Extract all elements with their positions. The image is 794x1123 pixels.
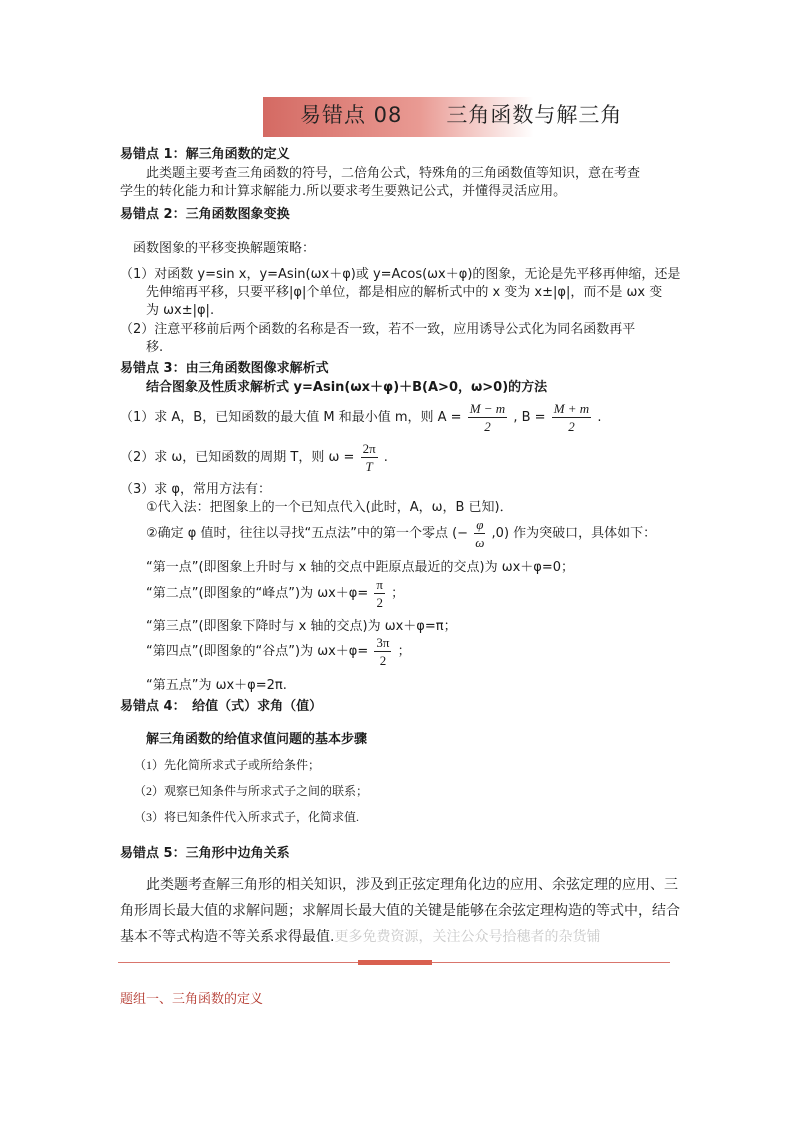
fraction-b-denominator: 2 (568, 419, 575, 434)
page-title: 易错点 08 三角函数与解三角 (300, 103, 623, 127)
section-3-subheading: 结合图象及性质求解析式 y=Asin(ωx＋φ)＋B(A>0，ω>0)的方法 (146, 380, 548, 395)
fraction-a-numerator: M − m (469, 401, 506, 416)
step-2: （2）观察已知条件与所求式子之间的联系； (134, 784, 369, 798)
method-2-text-b: ,0) 作为突破口，具体如下： (491, 526, 657, 541)
method-1: ①代入法：把图象上的一个已知点代入(此时，A，ω，B 已知)． (146, 500, 513, 515)
section-4-heading: 易错点 4： 给值（式）求角（值） (120, 699, 323, 714)
fraction-omega-denominator: T (365, 459, 373, 474)
fraction-phi-omega (474, 516, 485, 551)
fraction-pi-numerator: π (376, 577, 383, 592)
divider-accent (358, 960, 432, 965)
step-1: （1）先化简所求式子或所给条件； (134, 758, 321, 772)
section-5-line-3 (120, 926, 600, 946)
section-1-heading: 易错点 1：解三角函数的定义 (120, 147, 290, 162)
point-2-text: “第二点”(即图象的“峰点”)为 ωx＋φ= (146, 586, 369, 601)
fraction-a-denominator: 2 (484, 419, 491, 434)
section-5-line-2: 角形周长最大值的求解问题；求解周长最大值的关键是能够在余弦定理构造的等式中，结合 (120, 903, 680, 919)
section-3-item-2 (120, 440, 388, 475)
item-2-end: . (383, 450, 388, 465)
section-2-heading: 易错点 2：三角函数图象变换 (120, 207, 290, 222)
section-1-line-1: 此类题主要考查三角函数的符号，二倍角公式，特殊角的三角函数值等知识，意在考查 (146, 166, 641, 181)
section-3-item-1 (120, 400, 601, 435)
section-2-intro: 函数图象的平移变换解题策略： (133, 241, 316, 256)
point-2 (146, 576, 404, 611)
fraction-omega (361, 440, 378, 475)
section-3-item-3: （3）求 φ，常用方法有： (120, 482, 271, 497)
fraction-omega-den: ω (475, 535, 485, 550)
section-2-item-1-line-1: （1）对函数 y=sin x，y=Asin(ωx＋φ)或 y=Acos(ωx＋φ)的图象，无论是先平移再伸缩，还是 (120, 267, 681, 282)
fraction-pi-2 (374, 576, 385, 611)
section-3-heading: 易错点 3：由三角函数图像求解析式 (120, 361, 329, 376)
fraction-phi-numerator: φ (476, 517, 484, 532)
method-2-text-a: ②确定 φ 值时，往往以寻找“五点法”中的第一个零点 (− (146, 526, 469, 541)
point-4-end: ； (397, 644, 411, 659)
point-2-end: ； (391, 586, 405, 601)
step-3: （3）将已知条件代入所求式子，化简求值. (134, 810, 360, 824)
item-1-text: （1）求 A，B，已知函数的最大值 M 和最小值 m，则 A = (120, 410, 462, 425)
fraction-3pi-denominator: 2 (379, 653, 387, 668)
fraction-b-numerator: M + m (553, 401, 590, 416)
section-5-line-3-text: 基本不等式构造不等关系求得最值. (120, 929, 335, 945)
point-5: “第五点”为 ωx＋φ=2π. (146, 678, 287, 693)
section-4-subheading: 解三角函数的给值求值问题的基本步骤 (146, 732, 368, 747)
point-4-text: “第四点”(即图象的“谷点”)为 ωx＋φ= (146, 644, 369, 659)
fraction-a (468, 400, 508, 435)
section-2-item-1-line-3: 为 ωx±|φ|. (146, 303, 215, 318)
fraction-3pi-2 (374, 634, 391, 669)
section-2-item-1-line-2: 先伸缩再平移，只要平移|φ|个单位，都是相应的解析式中的 x 变为 x±|φ|，而不是 ωx 变 (146, 285, 663, 300)
section-2-item-2-line-1: （2）注意平移前后两个函数的名称是否一致，若不一致，应用诱导公式化为同名函数再平 (120, 322, 636, 337)
section-5-line-1: 此类题考查解三角形的相关知识，涉及到正弦定理角化边的应用、余弦定理的应用、三 (146, 877, 678, 893)
watermark: 更多免费资源，关注公众号拾穗者的杂货铺 (334, 929, 601, 945)
group-title: 题组一、三角函数的定义 (120, 992, 264, 1007)
point-3: “第三点”(即图象下降时与 x 轴的交点)为 ωx＋φ=π； (146, 619, 457, 634)
item-1-mid: , B = (513, 410, 546, 425)
point-1: “第一点”(即图象上升时与 x 轴的交点中距原点最近的交点)为 ωx＋φ=0； (146, 560, 575, 575)
fraction-3pi-numerator: 3π (376, 635, 390, 650)
fraction-omega-numerator: 2π (362, 441, 376, 456)
section-1-line-2: 学生的转化能力和计算求解能力.所以要求考生要熟记公式，并懂得灵活应用。 (120, 184, 567, 199)
method-2 (146, 516, 656, 551)
section-5-heading: 易错点 5：三角形中边角关系 (120, 846, 290, 861)
section-2-item-2-line-2: 移. (146, 340, 164, 355)
item-1-end: . (597, 410, 602, 425)
fraction-b (552, 400, 592, 435)
point-4 (146, 634, 411, 669)
item-2-text: （2）求 ω，已知函数的周期 T，则 ω = (120, 450, 355, 465)
fraction-pi-denominator: 2 (376, 595, 383, 610)
